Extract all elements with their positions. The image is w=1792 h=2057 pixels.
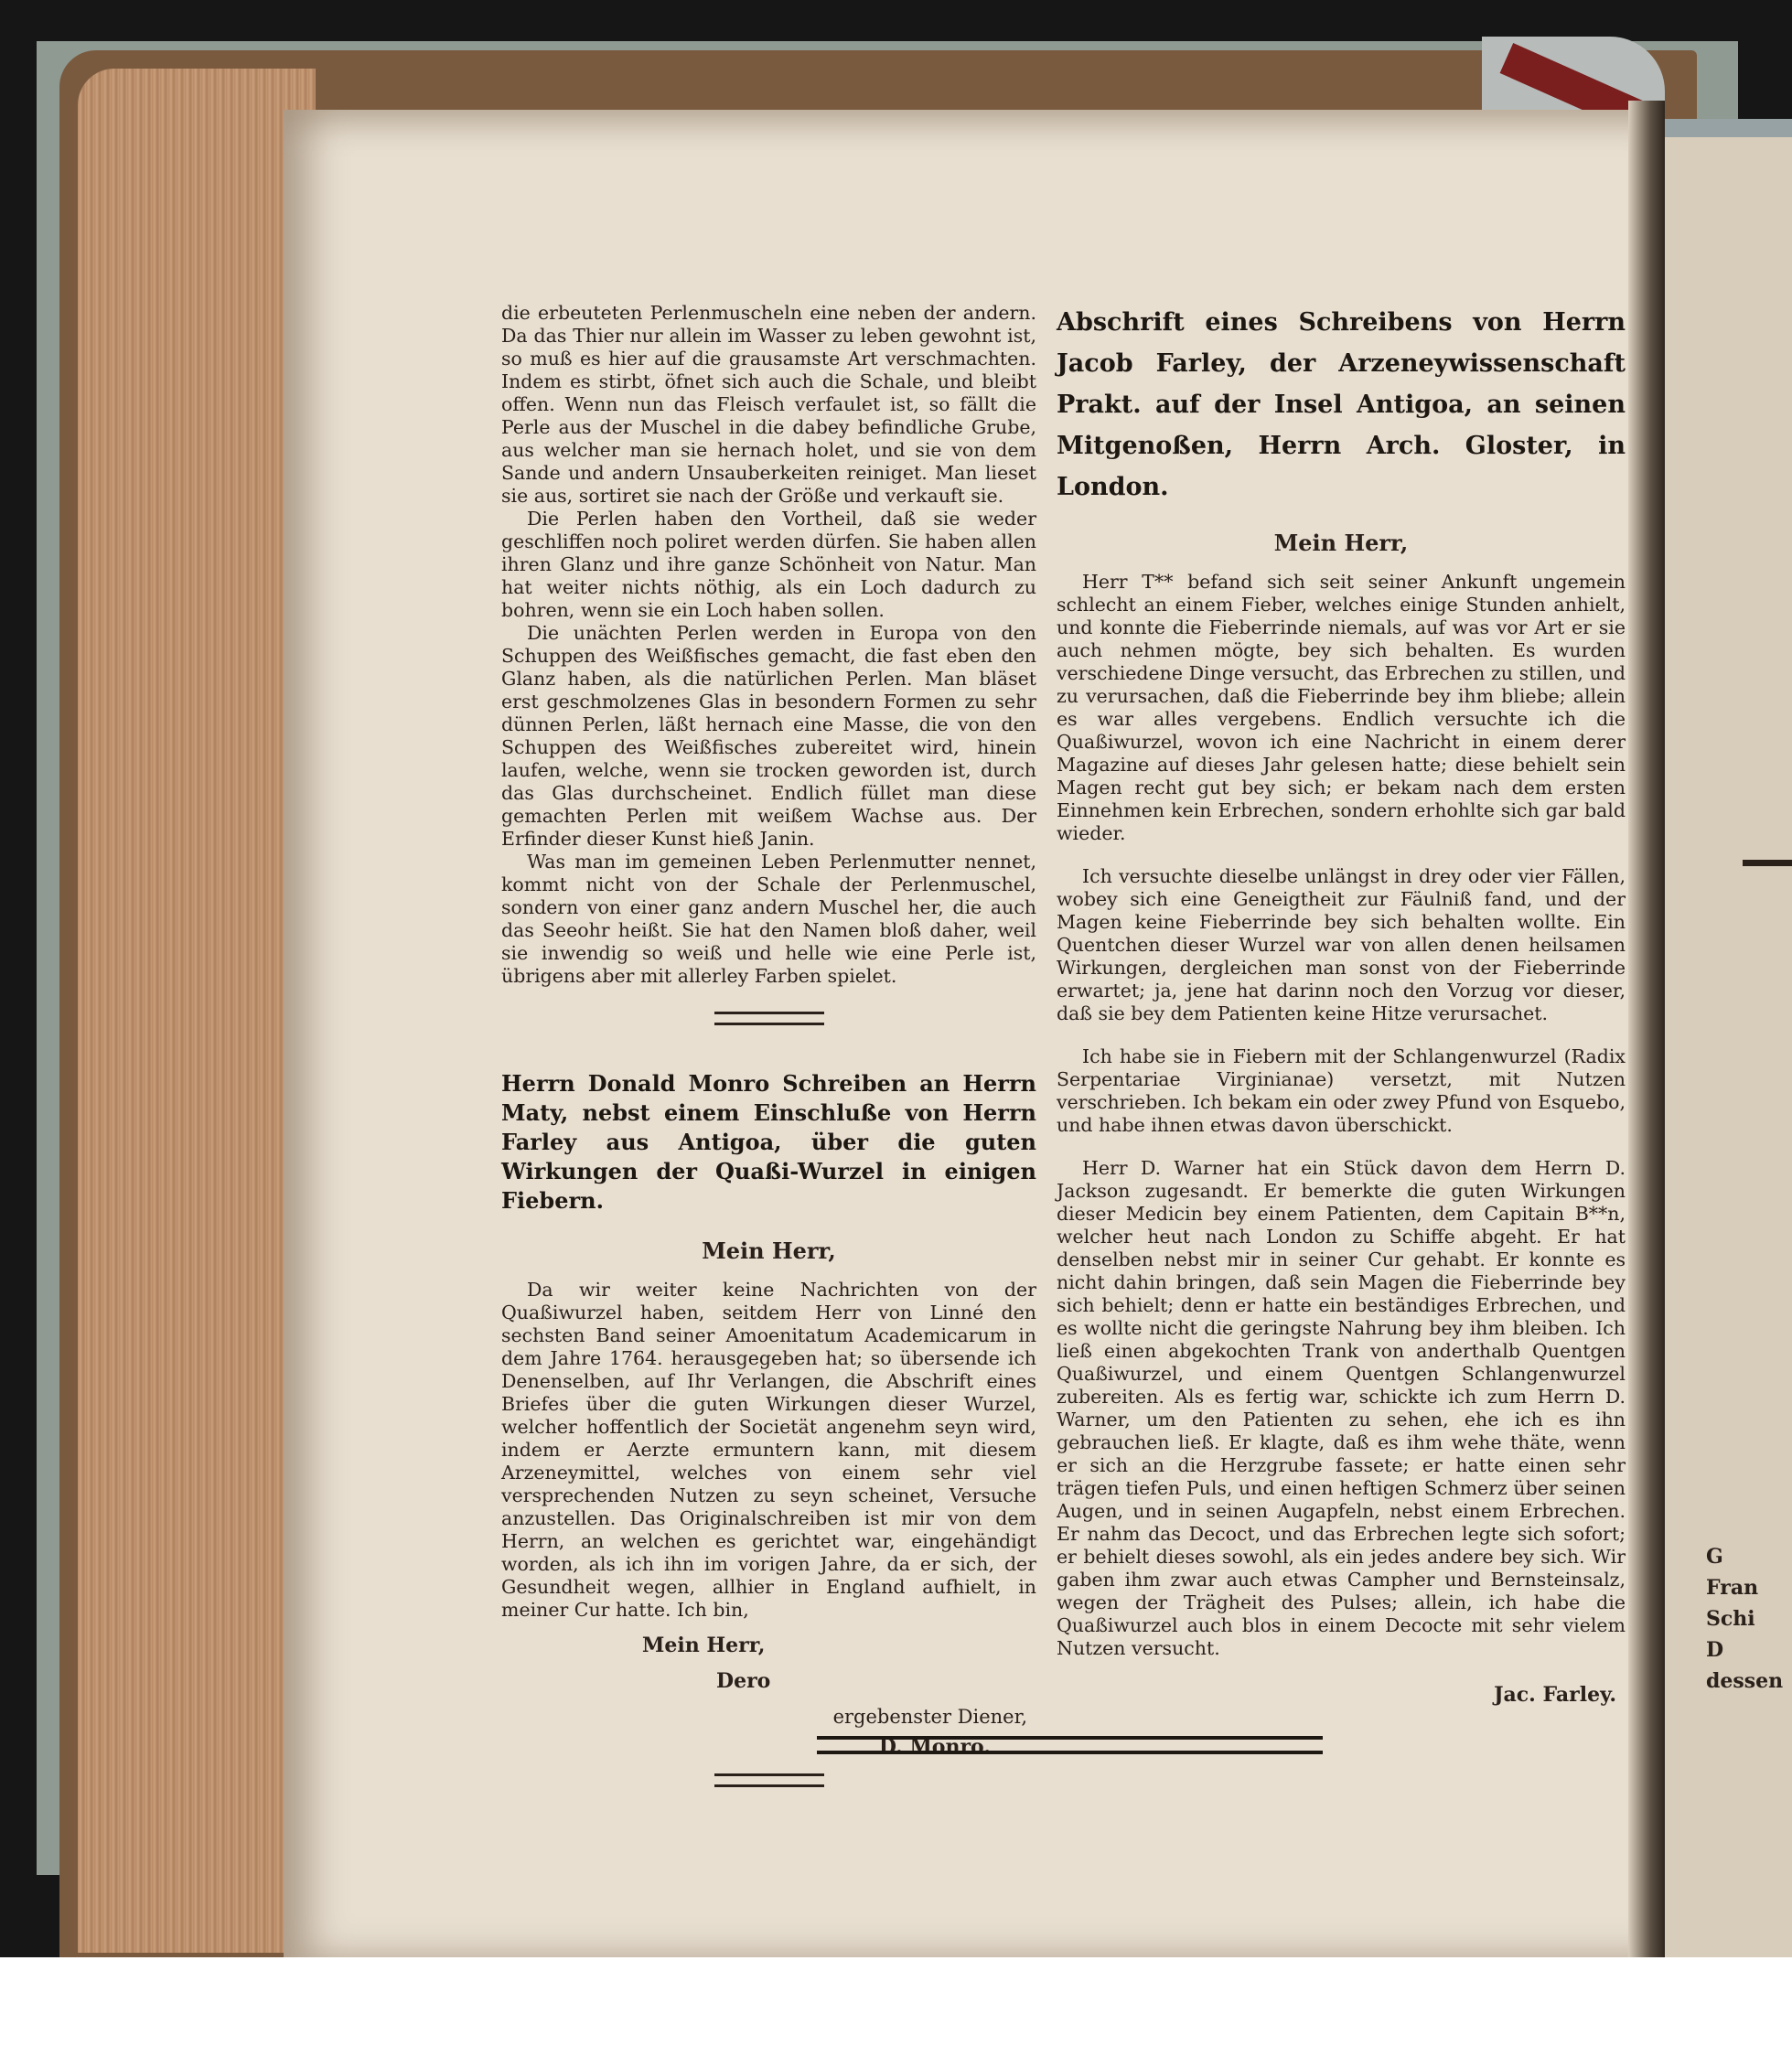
signature: Jac. Farley. xyxy=(1494,1683,1616,1707)
paragraph: Herr D. Warner hat ein Stück davon dem Herrn D. Jackson zugesandt. Er bemerkte die guten Wirkungen dieser Medicin bey einem Patienten, dem Capitain B**n, welcher heut nach London zu Schiffe abgeht. Er hat denselben nebst mir in seiner Cur gehabt. Er konnte es nicht dahin bringen, daß sein Magen die Fieberrinde bey sich behielt; denn er hatte ein beständiges Erbrechen, und es wollte nicht die geringste Nahrung bey ihm bleiben. Ich ließ einen abgekochten Trank von anderthalb Quentgen Quaßiwurzel, und einem Quentgen Schlangenwurzel zubereiten. Als es fertig war, schickte ich zum Herrn D. Warner, um den Patienten zu sehen, ehe ich es ihn gebrauchen ließ. Er klagte, daß es ihm wehe thäte, wenn er sich an die Herzgrube fassete; er hatte einen sehr trägen tiefen Puls, und einen heftigen Schmerz über seinen Augen, und in seinen Augapfeln, nebst einem Erbrechen. Er nahm das Decoct, und das Erbrechen legte sich sofort; er behielt dieses sowohl, als ein jedes andere bey sich. Wir gaben ihm zwar auch etwas Campher und Bernsteinsalz, wegen der Trägheit des Pulses; allein, ich habe die Quaßiwurzel auch blos in einem Decocte mit sehr vielem Nutzen versucht. xyxy=(1057,1157,1626,1659)
right-column xyxy=(1057,302,1626,1707)
paragraph: die erbeuteten Perlenmuscheln eine neben der andern. Da das Thier nur allein im Wasser zu leben gewohnt ist, so muß es hier auf die grausamste Art verschmachten. Indem es stirbt, öfnet sich auch die Schale, und bleibt offen. Wenn nun das Fleisch verfaulet ist, so fällt die Perle aus der Muschel in die dabey befindliche Grube, aus welcher man sie hernach holet, und sie von dem Sande und andern Unsauberkeiten reiniget. Man lieset sie aus, sortiret sie nach der Größe und verkauft sie. xyxy=(501,302,1036,507)
fragment-line: D xyxy=(1706,1638,1724,1662)
page-end-rule xyxy=(817,1736,1323,1754)
closing-dero: Dero xyxy=(716,1669,771,1693)
letter-title: Herrn Donald Monro Schreiben an Herrn Maty, nebst einem Einschluße von Herrn Farley aus Antigoa, über die guten Wirkungen der Quaßi-Wurzel in einigen Fiebern. xyxy=(501,1070,1036,1214)
left-column xyxy=(501,302,1036,1787)
fragment-line: Fran xyxy=(1706,1576,1759,1600)
facing-page-dash xyxy=(1743,860,1792,866)
paragraph: Ich habe sie in Fiebern mit der Schlangenwurzel (Radix Serpentariae Virginianae) versetzt, mit Nutzen verschrieben. Ich bekam ein oder zwey Pfund von Esquebo, und habe ihnen etwas davon überschickt. xyxy=(1057,1045,1626,1136)
facing-page-fragment xyxy=(1706,1541,1783,1697)
paragraph: Ich versuchte dieselbe unlängst in drey oder vier Fällen, wobey sich eine Geneigtheit zur Fäulniß fand, und der Magen keine Fieberrinde bey sich behalten wollte. Ein Quentchen dieser Wurzel war von allen denen heilsamen Wirkungen, dergleichen man sonst von der Fieberrinde erwartet; ja, jene hat darinn noch den Vorzug vor dieser, daß sie bey dem Patienten keine Hitze verursachet. xyxy=(1057,865,1626,1024)
fragment-line: dessen xyxy=(1706,1669,1784,1693)
section-divider xyxy=(714,1773,824,1787)
closing-salutation: Mein Herr, xyxy=(642,1634,766,1657)
fragment-line: G xyxy=(1706,1545,1723,1569)
salutation: Mein Herr, xyxy=(702,1237,836,1264)
paragraph: Was man im gemeinen Leben Perlenmutter nennet, kommt nicht von der Schale der Perlenmuschel, sondern von einer ganz andern Muschel her, die auch das Seeohr heißt. Sie hat den Namen bloß daher, weil sie inwendig so weiß und helle wie eine Perle ist, übrigens aber mit allerley Farben spielet. xyxy=(501,851,1036,987)
gutter-shadow xyxy=(1628,101,1665,1957)
letter-title: Abschrift eines Schreibens von Herrn Jacob Farley, der Arzeneywissenschaft Prakt. auf der Insel Antigoa, an seinen Mitgenoßen, Herrn Arch. Gloster, in London. xyxy=(1057,308,1626,501)
section-divider xyxy=(714,1012,824,1025)
letter-body: Da wir weiter keine Nachrichten von der Quaßiwurzel haben, seitdem Herr von Linné den sechsten Band seiner Amoenitatum Academicarum in dem Jahre 1764. herausgegeben hat; so übersende ich Denenselben, auf Ihr Verlangen, die Abschrift eines Briefes über die guten Wirkungen dieser Wurzel, welcher hoffentlich der Societät angenehm seyn wird, indem er Aerzte ermuntern kann, mit diesem Arzeneymittel, welches von einem sehr viel versprechenden Nutzen zu seyn scheinet, Versuche anzustellen. Das Originalschreiben ist mir von dem Herrn, an welchen es gerichtet war, eingehändigt worden, als ich ihn im vorigen Jahre, da er sich, der Gesundheit wegen, allhier in England aufhielt, in meiner Cur hatte. Ich bin, xyxy=(501,1279,1036,1621)
paragraph: Die unächten Perlen werden in Europa von den Schuppen des Weißfisches gemacht, die fast eben den Glanz haben, als die natürlichen Perlen. Man bläset erst geschmolzenes Glas in besondern Formen zu sehr dünnen Perlen, läßt hernach eine Masse, die von den Schuppen des Weißfisches zubereitet wird, hinein laufen, welche, wenn sie trocken geworden ist, durch das Glas durchscheinet. Endlich füllet man diese gemachten Perlen mit weißem Wachse aus. Der Erfinder dieser Kunst hieß Janin. xyxy=(501,622,1036,850)
paragraph: Die Perlen haben den Vortheil, daß sie weder geschliffen noch poliret werden dürfen. Sie haben allen ihren Glanz und ihre ganze Schönheit von Natur. Man hat weiter nichts nöthig, als ein Loch dadurch zu bohren, wenn sie ein Loch haben sollen. xyxy=(501,508,1036,621)
page-edges xyxy=(78,69,316,1953)
fragment-line: Schi xyxy=(1706,1607,1755,1631)
paragraph: Herr T** befand sich seit seiner Ankunft ungemein schlecht an einem Fieber, welches einige Stunden anhielt, und konnte die Fieberrinde niemals, auf was vor Art er sie auch nehmen mögte, bey sich behalten. Es wurden verschiedene Dinge versucht, das Erbrechen zu stillen, und zu verursachen, daß die Fieberrinde bey ihm bliebe; allein es war alles vergebens. Endlich versuchte ich die Quaßiwurzel, wovon ich eine Nachricht in einem derer Magazine auf dieses Jahr gelesen hatte; diese behielt sein Magen recht gut bey sich; er bekam nach dem ersten Einnehmen kein Erbrechen, sondern erhohlte sich gar bald wieder. xyxy=(1057,571,1626,844)
salutation: Mein Herr, xyxy=(1273,530,1409,556)
closing-servant: ergebenster Diener, xyxy=(832,1706,1027,1728)
signature: D. Monro. xyxy=(878,1735,991,1759)
